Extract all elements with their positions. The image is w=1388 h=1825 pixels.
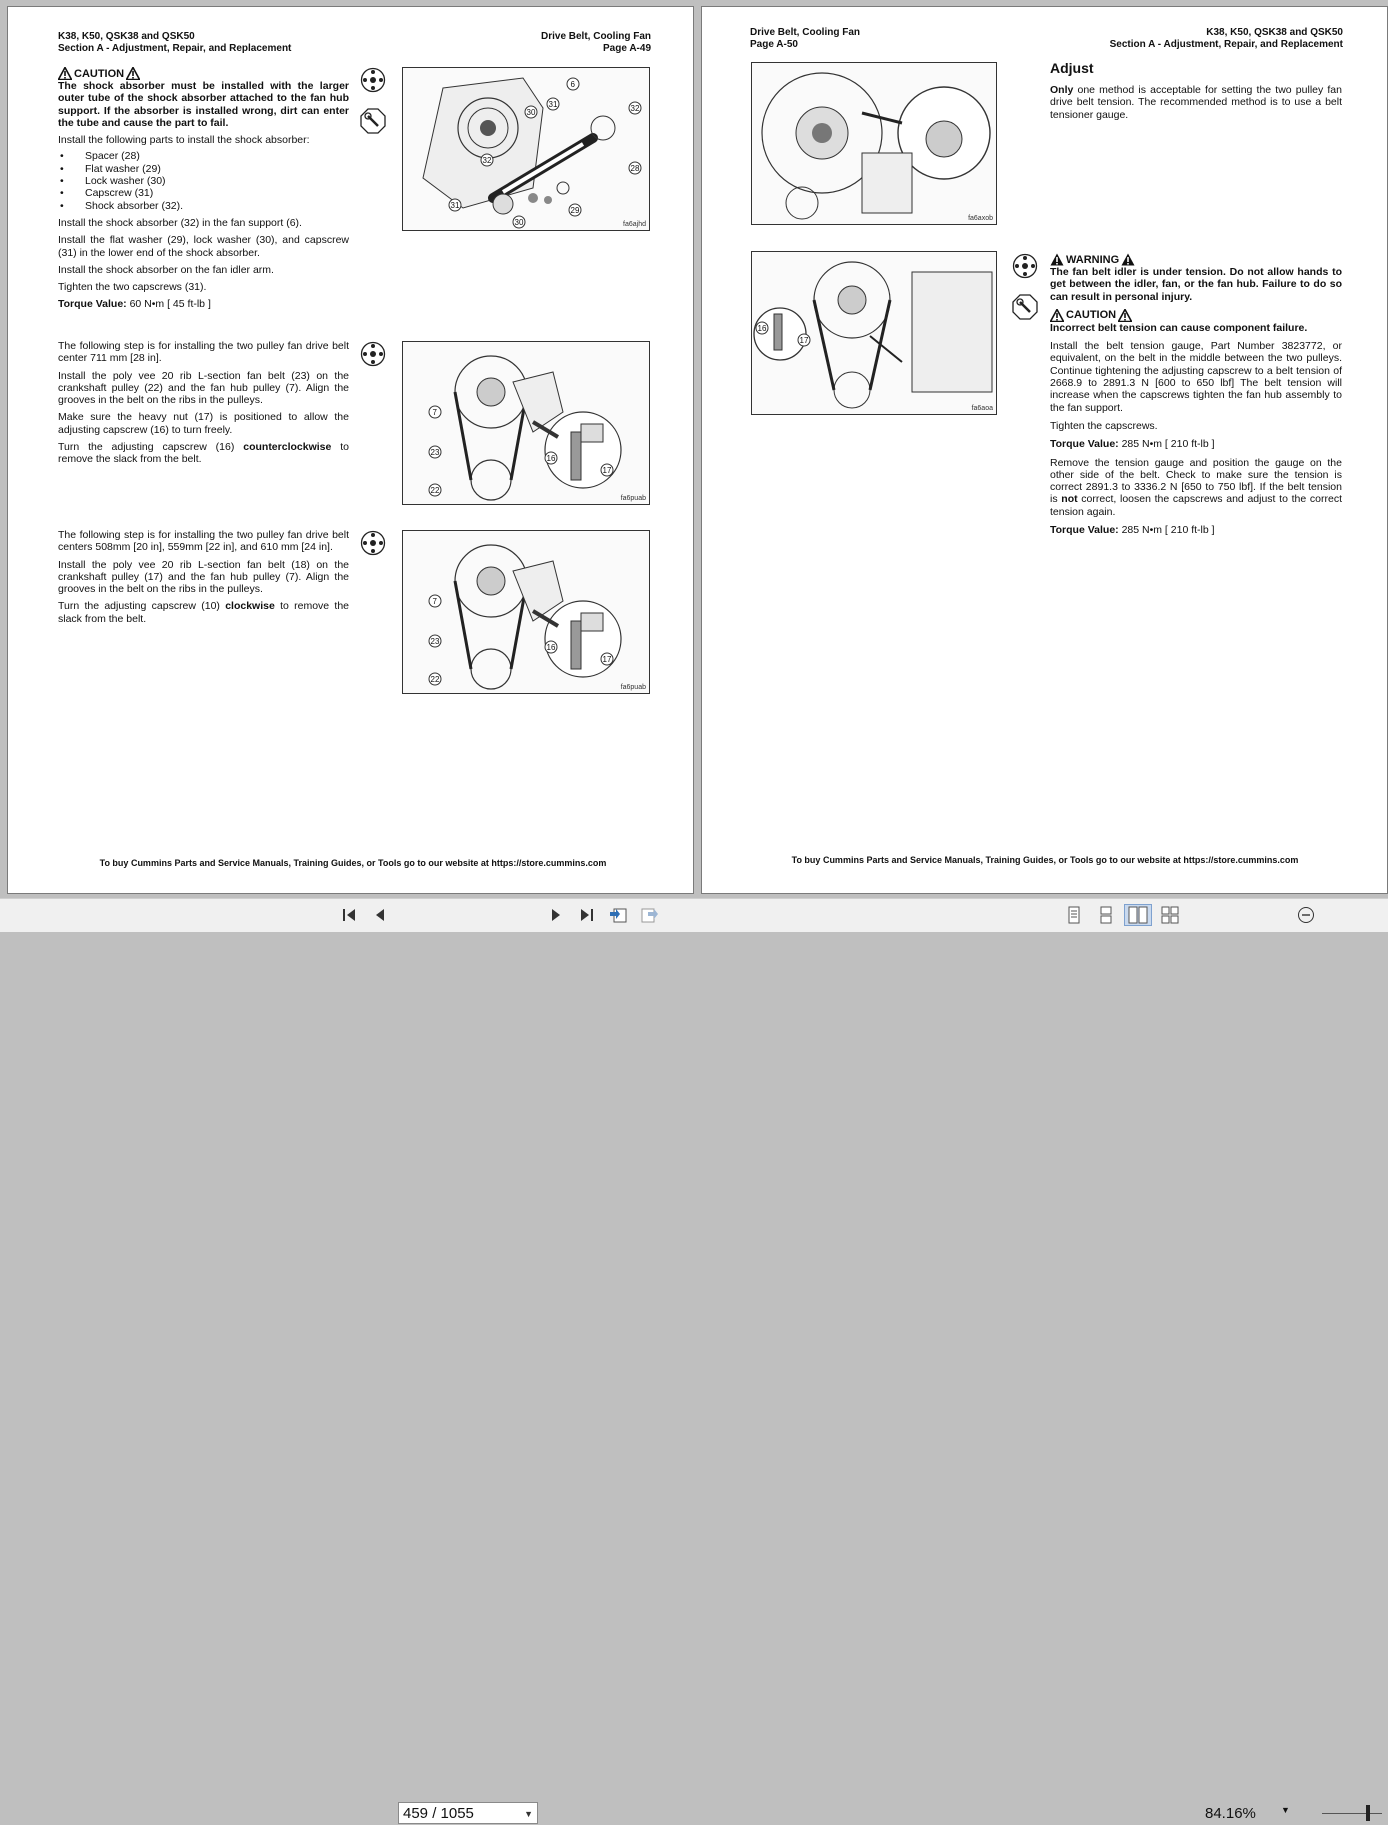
last-page-icon <box>577 907 595 923</box>
figure-caption: fa6aoa <box>971 405 993 412</box>
wrench-icon <box>1012 294 1038 320</box>
step-text <box>58 441 349 466</box>
svg-text:22: 22 <box>430 486 440 495</box>
svg-text:31: 31 <box>548 100 558 109</box>
caution-triangle-icon <box>126 67 140 80</box>
continuous-facing-view-button[interactable] <box>1158 904 1182 926</box>
caution-label: CAUTION <box>74 67 125 80</box>
svg-text:17: 17 <box>602 655 612 664</box>
header-section: Section A - Adjustment, Repair, and Replacement <box>1109 39 1343 50</box>
step-text: Install the shock absorber (32) in the fan support (6). <box>58 216 302 229</box>
step-text: Install the belt tension gauge, Part Number 3823772, or equivalent, on the belt in the middle between the two pulleys. Continue tightening the adjusting capscrew to a belt tension of 2668.9 to 2891.3 N [600 to 650 lbf] The belt tension will increase when the capscrews tighten the fan hub assembly to the fan support. <box>1050 340 1342 414</box>
caution-triangle-icon <box>58 67 72 80</box>
page-indicator: 459 / 1055 <box>403 1805 474 1822</box>
warning-heading <box>1050 253 1342 266</box>
svg-text:16: 16 <box>757 324 767 333</box>
header-left <box>58 31 291 55</box>
header-manual-title: K38, K50, QSK38 and QSK50 <box>58 31 195 42</box>
header-section: Section A - Adjustment, Repair, and Replacement <box>58 43 292 54</box>
continuous-view-button[interactable] <box>1094 904 1118 926</box>
text-run: Turn the adjusting capscrew (16) <box>58 441 244 454</box>
left-page <box>7 6 694 894</box>
tension-gauge-figure <box>751 251 997 415</box>
belt-illustration <box>403 531 649 693</box>
previous-page-icon <box>373 907 387 923</box>
parts-list <box>58 150 349 211</box>
page-number-input[interactable] <box>398 1802 538 1824</box>
svg-text:17: 17 <box>799 336 809 345</box>
svg-text:23: 23 <box>430 637 440 646</box>
text-run: correct, loosen the capscrews and adjust to the correct tension again. <box>1050 493 1342 518</box>
shock-absorber-figure <box>402 67 650 231</box>
torque-amount: 285 N•m [ 210 ft-lb ] <box>1118 438 1215 451</box>
fan-hub-illustration <box>752 63 996 224</box>
chevron-down-icon[interactable]: ▼ <box>524 1809 533 1819</box>
next-page-icon <box>549 907 563 923</box>
caution-triangle-icon <box>1118 309 1132 322</box>
torque-value <box>1050 438 1342 450</box>
caution-triangle-icon <box>1050 309 1064 322</box>
step-text: Tighten the two capscrews (31). <box>58 281 207 294</box>
step-text: Tighten the capscrews. <box>1050 419 1158 432</box>
list-item: • Lock washer (30) <box>58 175 349 187</box>
text-run: to remove the slack from the belt. <box>58 600 349 625</box>
first-page-button[interactable] <box>338 904 362 926</box>
step-text: Make sure the heavy nut (17) is positioned to allow the adjusting capscrew (16) to turn freely. <box>58 411 349 436</box>
last-page-button[interactable] <box>574 904 598 926</box>
adjust-text <box>1050 84 1342 121</box>
header-page-number: Page A-50 <box>750 39 798 50</box>
text-run: one method is acceptable for setting the two pulley fan drive belt tension. The recommended method is to use a belt tensioner gauge. <box>1050 84 1342 121</box>
svg-text:16: 16 <box>546 643 556 652</box>
continuous-facing-icon <box>1160 906 1180 924</box>
step-text: Install the poly vee 20 rib L-section fan belt (23) on the crankshaft pulley (22) and the fan hub pulley (7). Align the grooves in the belt on the ribs in the pulleys. <box>58 369 349 407</box>
step-text: Install the shock absorber on the fan idler arm. <box>58 263 274 276</box>
figure-caption: fa6axob <box>968 215 993 222</box>
header-page-number: Page A-49 <box>603 43 651 54</box>
belt-install-figure-711 <box>402 341 650 505</box>
next-view-button[interactable] <box>638 904 662 926</box>
emphasis-clockwise: clockwise <box>225 600 275 613</box>
torque-label: Torque Value: <box>1050 438 1119 451</box>
figure-caption: fa6ajhd <box>623 221 646 228</box>
warning-triangle-icon <box>1121 253 1135 266</box>
figure-caption: fa6puab <box>620 495 646 502</box>
previous-view-button[interactable] <box>606 904 630 926</box>
tools-wheel-icon <box>1012 253 1038 279</box>
text-run: to remove the slack from the belt. <box>58 441 349 466</box>
svg-text:28: 28 <box>630 164 640 173</box>
caution-block <box>58 67 349 311</box>
torque-amount: 285 N•m [ 210 ft-lb ] <box>1118 524 1215 537</box>
zoom-slider[interactable] <box>1322 1813 1382 1814</box>
page-footer: To buy Cummins Parts and Service Manuals, Training Guides, or Tools go to our website at https://store.cummins.com <box>791 855 1299 865</box>
facing-pages-icon <box>1128 906 1148 924</box>
svg-text:31: 31 <box>450 201 460 210</box>
step-text <box>1050 457 1342 518</box>
torque-value <box>1050 524 1342 536</box>
emphasis-only: Only <box>1050 84 1074 96</box>
fan-hub-figure <box>751 62 997 225</box>
zoom-level[interactable]: 84.16% <box>1205 1805 1256 1822</box>
caution-text: Incorrect belt tension can cause component failure. <box>1050 321 1308 334</box>
header-topic: Drive Belt, Cooling Fan <box>540 31 651 42</box>
page-footer: To buy Cummins Parts and Service Manuals, Training Guides, or Tools go to our website at https://store.cummins.com <box>99 858 607 868</box>
step-text <box>58 600 349 625</box>
wrench-icon <box>360 108 386 134</box>
caution-label: CAUTION <box>1066 309 1117 322</box>
warning-label: WARNING <box>1066 253 1120 266</box>
svg-text:22: 22 <box>430 675 440 684</box>
svg-text:29: 29 <box>570 206 580 215</box>
header-left <box>750 27 860 51</box>
svg-text:30: 30 <box>514 218 524 227</box>
first-page-icon <box>341 907 359 923</box>
svg-text:7: 7 <box>432 408 437 417</box>
svg-text:32: 32 <box>630 104 640 113</box>
list-item: • Capscrew (31) <box>58 187 349 199</box>
facing-view-button[interactable] <box>1124 904 1152 926</box>
list-item: • Shock absorber (32). <box>58 200 349 212</box>
emphasis-counterclockwise: counterclockwise <box>243 441 332 454</box>
list-item: • Flat washer (29) <box>58 163 349 175</box>
section-711mm <box>58 340 349 466</box>
step-text: The following step is for installing the two pulley fan drive belt centers 508mm [20 in], 559mm [22 in], and 610 mm [24 in]. <box>58 529 349 554</box>
zoom-slider-thumb[interactable] <box>1366 1805 1370 1821</box>
caution-heading <box>1050 309 1342 322</box>
next-view-icon <box>640 906 660 924</box>
install-intro: Install the following parts to install the shock absorber: <box>58 134 310 147</box>
figure-caption: fa6puab <box>620 684 646 691</box>
next-page-button[interactable] <box>544 904 568 926</box>
tools-wheel-icon <box>360 67 386 93</box>
belt-illustration <box>403 342 649 504</box>
right-page <box>701 6 1388 894</box>
pdf-toolbar <box>0 898 1388 1822</box>
tools-wheel-icon <box>360 341 386 367</box>
adjust-section <box>1050 60 1342 121</box>
previous-view-icon <box>608 906 628 924</box>
previous-page-button[interactable] <box>368 904 392 926</box>
svg-text:16: 16 <box>546 454 556 463</box>
single-page-icon <box>1066 906 1082 924</box>
svg-text:30: 30 <box>526 108 536 117</box>
svg-text:23: 23 <box>430 448 440 457</box>
step-text: The following step is for installing the two pulley fan drive belt center 711 mm [28 in]. <box>58 340 349 365</box>
text-run: Remove the tension gauge and position the gauge on the other side of the belt. Check to make sure the tension is correct 2891.3 to 3336.2 N [650 to 750 lbf]. If the belt tension is <box>1050 456 1342 506</box>
single-page-view-button[interactable] <box>1062 904 1086 926</box>
svg-text:17: 17 <box>602 466 612 475</box>
section-508mm <box>58 529 349 625</box>
torque-label: Torque Value: <box>58 298 127 311</box>
zoom-dropdown-icon[interactable]: ▼ <box>1281 1805 1290 1815</box>
text-run: Turn the adjusting capscrew (10) <box>58 600 226 613</box>
header-manual-title: K38, K50, QSK38 and QSK50 <box>1206 27 1343 38</box>
warning-text: The fan belt idler is under tension. Do not allow hands to get between the idler, fan, or the fan hub. Failure to do so can result in personal injury. <box>1050 266 1342 303</box>
svg-text:7: 7 <box>432 597 437 606</box>
header-right <box>541 31 651 55</box>
header-topic: Drive Belt, Cooling Fan <box>750 27 861 38</box>
zoom-out-button[interactable] <box>1294 904 1318 926</box>
warning-triangle-icon <box>1050 253 1064 266</box>
tension-gauge-illustration <box>752 252 996 414</box>
torque-label: Torque Value: <box>1050 524 1119 537</box>
torque-value <box>58 298 349 310</box>
emphasis-not: not <box>1061 493 1078 506</box>
step-text: Install the poly vee 20 rib L-section fan belt (18) on the crankshaft pulley (17) and the fan hub pulley (7). Align the grooves in the belt on the ribs in the pulleys. <box>58 558 349 596</box>
step-text: Install the flat washer (29), lock washer (30), and capscrew (31) in the lower end of the shock absorber. <box>58 234 349 259</box>
caution-text: The shock absorber must be installed with the larger outer tube of the shock absorber attached to the fan hub support. If the absorber is installed wrong, dirt can enter the tube and cause the part to fail. <box>58 80 349 129</box>
belt-install-figure-508 <box>402 530 650 694</box>
section-title: Adjust <box>1050 60 1094 76</box>
zoom-out-icon <box>1297 906 1315 924</box>
list-item: • Spacer (28) <box>58 150 349 162</box>
warning-caution-block <box>1050 253 1342 536</box>
torque-amount: 60 N•m [ 45 ft-lb ] <box>126 298 211 311</box>
caution-heading <box>58 67 349 80</box>
shock-absorber-illustration <box>403 68 649 230</box>
svg-text:32: 32 <box>482 156 492 165</box>
continuous-page-icon <box>1098 906 1114 924</box>
tools-wheel-icon <box>360 530 386 556</box>
header-right <box>1110 27 1343 51</box>
svg-text:6: 6 <box>570 80 575 89</box>
